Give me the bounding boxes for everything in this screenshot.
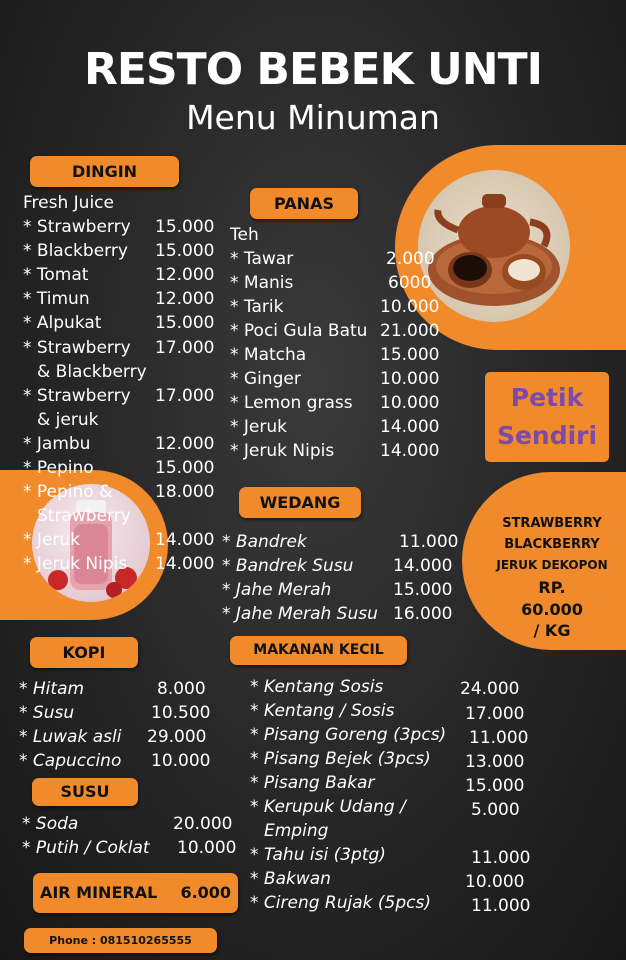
makanan-price: 10.000 xyxy=(465,872,525,892)
dingin-item: * Jeruk xyxy=(23,530,80,550)
kopi-price: 29.000 xyxy=(147,727,207,747)
sendiri-line: Sendiri xyxy=(496,421,598,450)
dingin-item-cont: & Blackberry xyxy=(37,362,147,382)
wedang-heading: WEDANG xyxy=(239,487,361,518)
makanan-item: * Bakwan xyxy=(250,869,331,889)
makanan-item: * Kentang / Sosis xyxy=(250,701,395,721)
kopi-item: * Luwak asli xyxy=(19,727,122,747)
offer-unit: / KG xyxy=(533,621,571,640)
dingin-item: * Timun xyxy=(23,289,90,309)
dingin-item: * Alpukat xyxy=(23,313,102,333)
dingin-price: 12.000 xyxy=(155,434,215,454)
kopi-item: * Hitam xyxy=(19,679,85,699)
dingin-price: 14.000 xyxy=(155,554,215,574)
makanan-price: 5.000 xyxy=(471,800,520,820)
panas-price: 14.000 xyxy=(380,441,440,461)
makanan-item: * Pisang Bejek (3pcs) xyxy=(250,749,431,769)
teapot-photo xyxy=(418,170,570,322)
offer-price-label: RP. xyxy=(538,578,566,597)
panas-item: * Lemon grass xyxy=(230,393,353,413)
dingin-heading: DINGIN xyxy=(30,156,179,187)
dingin-item: * Strawberry xyxy=(23,386,131,406)
kopi-item: * Capuccino xyxy=(19,751,122,771)
makanan-price: 11.000 xyxy=(471,848,531,868)
wedang-price: 11.000 xyxy=(399,532,459,552)
dingin-item-cont: & jeruk xyxy=(37,410,99,430)
wedang-item: * Bandrek Susu xyxy=(222,556,354,576)
kopi-price: 8.000 xyxy=(157,679,206,699)
kopi-price: 10.500 xyxy=(151,703,211,723)
kopi-item: * Susu xyxy=(19,703,75,723)
panas-item: * Poci Gula Batu xyxy=(230,321,368,341)
dingin-item: * Strawberry xyxy=(23,338,131,358)
susu-heading: SUSU xyxy=(32,778,138,806)
makanan-price: 11.000 xyxy=(471,896,531,916)
makanan-price: 11.000 xyxy=(469,728,529,748)
dingin-price: 12.000 xyxy=(155,265,215,285)
makanan-price: 15.000 xyxy=(465,776,525,796)
panas-heading: PANAS xyxy=(250,188,358,219)
teapot-icon xyxy=(418,170,570,322)
restaurant-title: RESTO BEBEK UNTI xyxy=(84,44,542,95)
panas-price: 14.000 xyxy=(380,417,440,437)
susu-price: 10.000 xyxy=(177,838,237,858)
fruit-offer xyxy=(488,513,616,642)
panas-price: 10.000 xyxy=(380,369,440,389)
susu-price: 20.000 xyxy=(173,814,233,834)
makanan-price: 13.000 xyxy=(465,752,525,772)
petik-line: Petik xyxy=(510,383,584,412)
kopi-price: 10.000 xyxy=(151,751,211,771)
petik-sendiri-box xyxy=(485,372,609,462)
fresh-juice-label: Fresh Juice xyxy=(23,193,114,213)
offer-line: STRAWBERRY xyxy=(502,516,602,531)
air-mineral-box xyxy=(33,873,238,913)
dingin-price: 15.000 xyxy=(155,458,215,478)
panas-price: 15.000 xyxy=(380,345,440,365)
wedang-price: 15.000 xyxy=(393,580,453,600)
susu-item: * Soda xyxy=(22,814,79,834)
panas-item: * Jeruk Nipis xyxy=(230,441,335,461)
dingin-item: * Pepino & xyxy=(23,482,113,502)
dingin-price: 14.000 xyxy=(155,530,215,550)
dingin-price: 17.000 xyxy=(155,338,215,358)
dingin-price: 15.000 xyxy=(155,241,215,261)
panas-price: 21.000 xyxy=(380,321,440,341)
wedang-item: * Bandrek xyxy=(222,532,307,552)
makanan-item: * Cireng Rujak (5pcs) xyxy=(250,893,431,913)
dingin-item: * Strawberry xyxy=(23,217,131,237)
teh-label: Teh xyxy=(230,225,259,245)
panas-item: * Ginger xyxy=(230,369,301,389)
makanan-price: 17.000 xyxy=(465,704,525,724)
panas-item: * Tarik xyxy=(230,297,284,317)
dingin-item: * Pepino xyxy=(23,458,94,478)
dingin-item: * Tomat xyxy=(23,265,89,285)
offer-line: JERUK DEKOPON xyxy=(496,558,608,572)
makanan-item: * Pisang Goreng (3pcs) xyxy=(250,725,447,745)
menu-subtitle: Menu Minuman xyxy=(186,98,440,137)
panas-item: * Tawar xyxy=(230,249,294,269)
makanan-item-cont: Emping xyxy=(264,821,329,841)
wedang-price: 14.000 xyxy=(393,556,453,576)
panas-price: 10.000 xyxy=(380,297,440,317)
susu-item: * Putih / Coklat xyxy=(22,838,150,858)
wedang-item: * Jahe Merah Susu xyxy=(222,604,378,624)
panas-price: 10.000 xyxy=(380,393,440,413)
panas-price: 6000 xyxy=(388,273,432,293)
makanan-item: * Kentang Sosis xyxy=(250,677,384,697)
air-mineral-price: 6.000 xyxy=(180,883,232,902)
kopi-heading: KOPI xyxy=(30,637,138,668)
phone-box: Phone : 081510265555 xyxy=(24,928,217,953)
makanan-item: * Pisang Bakar xyxy=(250,773,375,793)
dingin-item: * Blackberry xyxy=(23,241,128,261)
dingin-price: 18.000 xyxy=(155,482,215,502)
dingin-item-cont: Strawberry xyxy=(37,506,131,526)
dingin-item: * Jeruk Nipis xyxy=(23,554,128,574)
makanan-item: * Tahu isi (3ptg) xyxy=(250,845,386,865)
panas-price: 2.000 xyxy=(386,249,435,269)
makanan-item: * Kerupuk Udang / xyxy=(250,797,406,817)
offer-line: BLACKBERRY xyxy=(504,537,600,552)
panas-item: * Matcha xyxy=(230,345,307,365)
dingin-item: * Jambu xyxy=(23,434,91,454)
makanan-kecil-heading: MAKANAN KECIL xyxy=(230,636,407,665)
offer-price: 60.000 xyxy=(521,600,583,619)
dingin-price: 12.000 xyxy=(155,289,215,309)
wedang-price: 16.000 xyxy=(393,604,453,624)
panas-item: * Manis xyxy=(230,273,294,293)
air-mineral-label: AIR MINERAL xyxy=(39,883,158,902)
dingin-price: 15.000 xyxy=(155,313,215,333)
wedang-item: * Jahe Merah xyxy=(222,580,332,600)
makanan-price: 24.000 xyxy=(460,679,520,699)
dingin-price: 17.000 xyxy=(155,386,215,406)
dingin-price: 15.000 xyxy=(155,217,215,237)
panas-item: * Jeruk xyxy=(230,417,287,437)
